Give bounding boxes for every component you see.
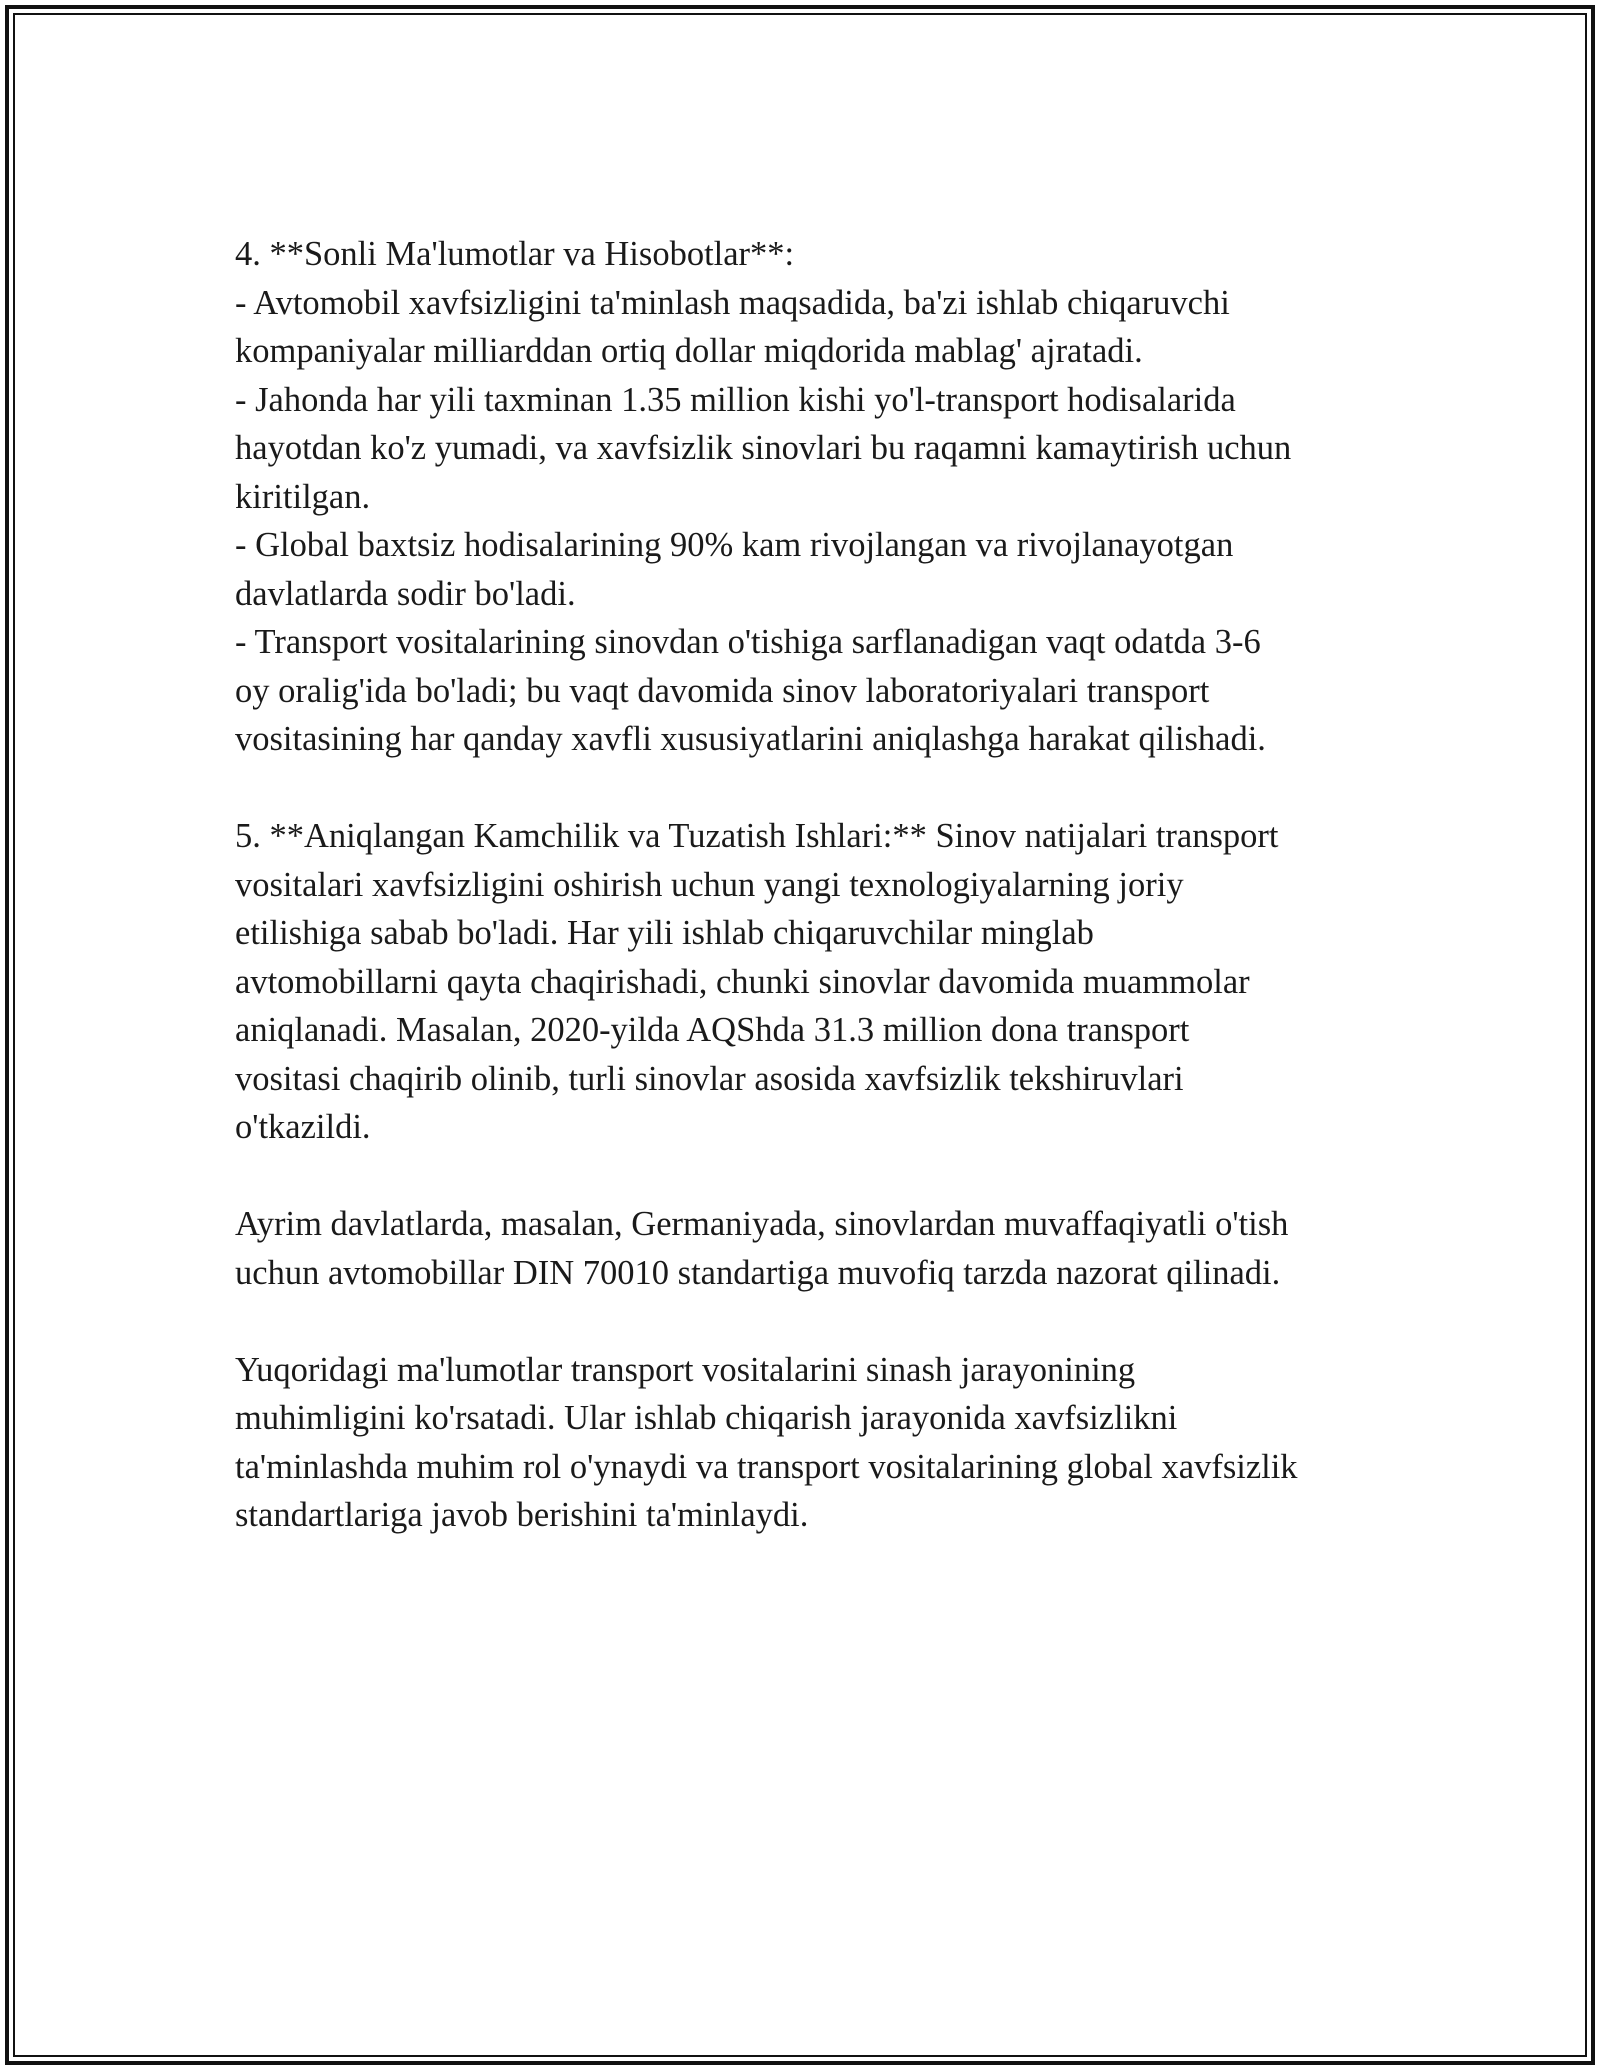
conclusion-paragraph: Yuqoridagi ma'lumotlar transport vositalarini sinash jarayonining muhimligini ko'rsatadi. Ular ishlab chiqarish jarayonida xavfsizlikni ta'minlashda muhim rol o'ynaydi va transport vositalarining global xavfsizlik standartlariga javob berishini ta'minlaydi. [235, 1350, 1298, 1534]
paragraph-spacer [235, 1152, 1385, 1201]
document-body [235, 230, 1385, 1540]
paragraph-spacer [235, 764, 1385, 813]
section-4-heading: 4. **Sonli Ma'lumotlar va Hisobotlar**: [235, 235, 795, 273]
section-4-bullet: - Avtomobil xavfsizligini ta'minlash maqsadida, ba'zi ishlab chiqaruvchi kompaniyalar milliarddan ortiq dollar miqdorida mablag' ajratadi. [235, 283, 1230, 370]
section-4-bullet: - Global baxtsiz hodisalarining 90% kam rivojlangan va rivojlanayotgan davlatlarda sodir bo'ladi. [235, 526, 1234, 613]
section-4-bullet: - Jahonda har yili taxminan 1.35 million kishi yo'l-transport hodisalarida hayotdan ko'z yumadi, va xavfsizlik sinovlari bu raqamni kamaytirish uchun kiritilgan. [235, 380, 1292, 516]
germany-paragraph: Ayrim davlatlarda, masalan, Germaniyada, sinovlardan muvaffaqiyatli o'tish uchun avtomobillar DIN 70010 standartiga muvofiq tarzda nazorat qilinadi. [235, 1205, 1289, 1292]
paragraph-spacer [235, 1297, 1385, 1346]
section-4-bullet: - Transport vositalarining sinovdan o'tishiga sarflanadigan vaqt odatda 3-6 oy oralig'ida bo'ladi; bu vaqt davomida sinov laboratoriyalari transport vositasining har qanday xavfli xususiyatlarini aniqlashga harakat qilishadi. [235, 623, 1266, 758]
section-5-paragraph: 5. **Aniqlangan Kamchilik va Tuzatish Ishlari:** Sinov natijalari transport vositalari xavfsizligini oshirish uchun yangi texnologiyalarning joriy etilishiga sabab bo'ladi. Har yili ishlab chiqaruvchilar minglab avtomobillarni qayta chaqirishadi, chunki sinovlar davomida muammolar aniqlanadi. Masalan, 2020-yilda AQShda 31.3 million dona transport vositasi chaqirib olinib, turli sinovlar asosida xavfsizlik tekshiruvlari o'tkazildi. [235, 817, 1279, 1146]
